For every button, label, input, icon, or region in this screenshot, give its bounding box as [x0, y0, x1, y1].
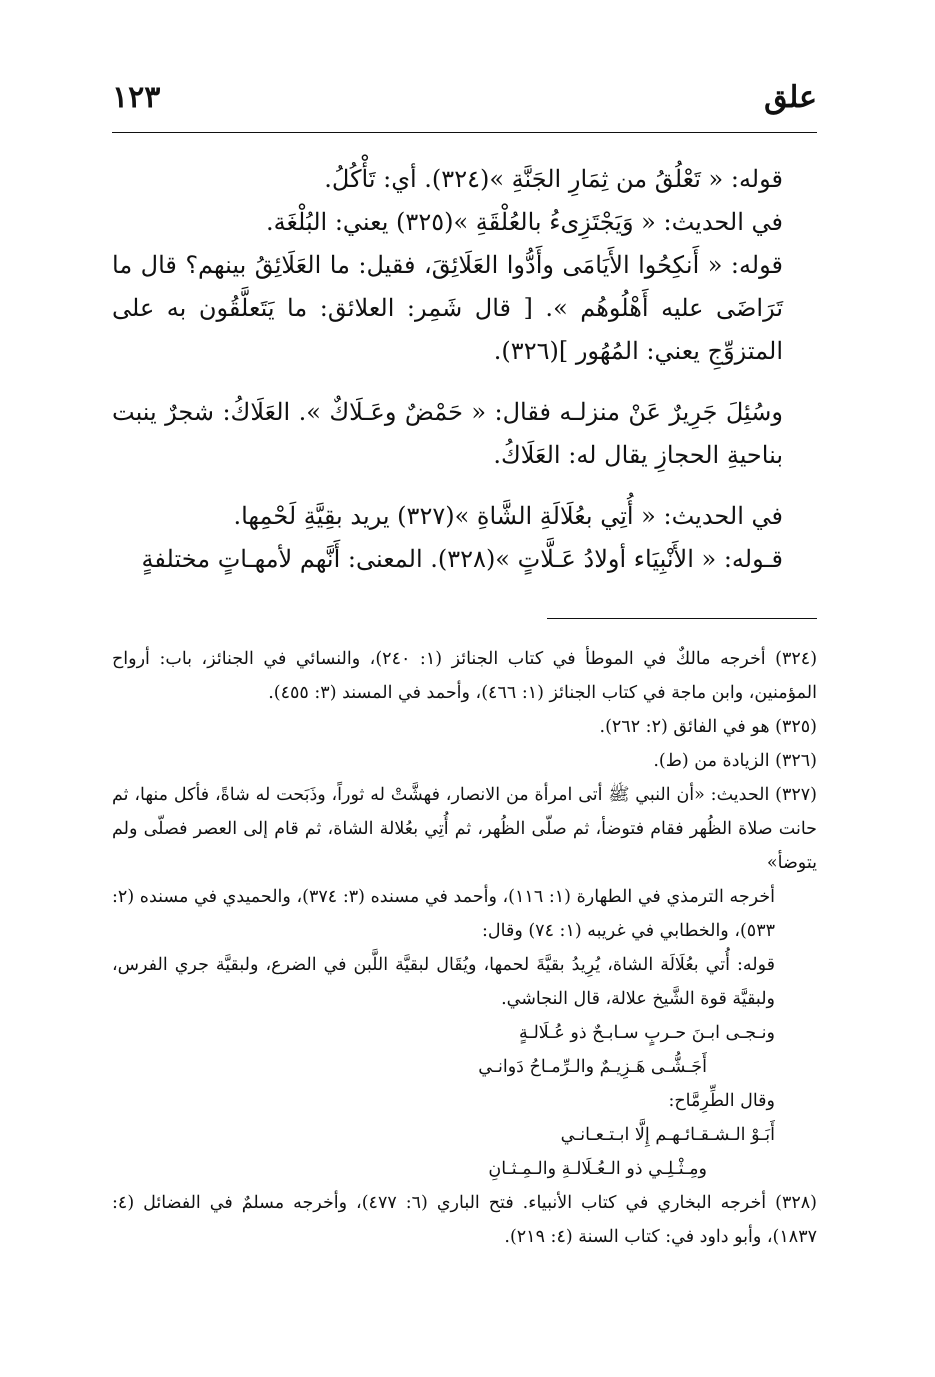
- footnote-327: (٣٢٧) الحديث: «أن النبي ﷺ أتى امرأة من الانصار، فهشَّتْ له ثوراً، وذَبَحت له شاةً، فأكل منها، ثم حانت صلاة الظُهر فقام فتوضأ، ثم صلّى الظُهر، ثم أُتِي بعُلالة الشاة، ثم قام إلى العصر فصلّى ولم يتوضأ»: [112, 785, 817, 873]
- poem-najashi-line-2: أَجَـشُّـى هَـزِيـمٌ والـرِّمـاحُ دَوانـي: [478, 1057, 707, 1077]
- footnote-327-takhrij: أخرجه الترمذي في الطهارة (١: ١١٦)، وأحمد في مسنده (٣: ٣٧٤)، والحميدي في مسنده (٢: ٥٣٣)، والخطابي في غريبه (١: ٧٤) وقال:: [112, 887, 776, 941]
- paragraph-328: قـوله: « الأَنْبِيَاء أولادُ عَـلَّاتٍ »(٣٢٨). المعنى: أَنَّهم لأمهـاتٍ مختلفةٍ: [141, 545, 783, 573]
- footnote-328: (٣٢٨) أخرجه البخاري في كتاب الأنبياء. فتح الباري (٦: ٤٧٧)، وأخرجه مسلمٌ في الفضائل (٤: ١٨٣٧)، وأبو داود في: كتاب السنة (٤: ٢١٩).: [112, 1193, 817, 1247]
- page-header: [112, 80, 817, 130]
- footnote-327-qawl: قوله: أُتي بعُلَالَة الشاة، يُرِيدُ بقيَّةَ لحمها، ويُقَال لبقيَّة اللَّبن في الضرع، ولبقيَّة جري الفرس، ولبقيَّة قوة الشَّيخ علالة، قال النجاشي.: [112, 955, 775, 1009]
- footnote-324: (٣٢٤) أخرجه مالكٌ في الموطأ في كتاب الجنائز (١: ٢٤٠)، والنسائي في الجنائز، باب: أرواح المؤمنين، وابن ماجة في كتاب الجنائز (١: ٤٦٦)، وأحمد في المسند (٣: ٤٥٥).: [112, 649, 818, 703]
- paragraph-327: في الحديث: « أُتِي بعُلَالَةِ الشَّاةِ »(٣٢٧) يريد بقِيَّةِ لَحْمِها.: [233, 502, 783, 530]
- poem-tirimmah-line-2: ومِـثْـلِـي ذو الـعُـلَالـةِ والـمِـثـانِ: [488, 1159, 707, 1179]
- page-number: ١٢٣: [112, 80, 161, 115]
- header-divider: [112, 132, 817, 133]
- footnote-326: (٣٢٦) الزيادة من (ط).: [653, 751, 817, 771]
- footnotes: [112, 642, 817, 1254]
- poem-najashi-line-1: ونـجـى ابـنَ حـربٍ سـابـحٌ ذو عُـلَالـةٍ: [518, 1023, 775, 1043]
- tirimmah-intro: وقال الطِّرِمَّاح:: [668, 1091, 775, 1111]
- footnote-325: (٣٢٥) هو في الفائق (٢: ٢٦٢).: [599, 717, 817, 737]
- main-text: [112, 158, 817, 581]
- poem-tirimmah-line-1: أَبَـوْ الـشـقـائـهـم إِلَّا ابـتـعـانـي: [560, 1125, 775, 1145]
- paragraph-325: في الحديث: « وَيَجْتَزِىءُ بالعُلْقَةِ »(٣٢٥) يعني: البُلْغَة.: [265, 208, 783, 236]
- paragraph-326: قوله: « أَنكِحُوا الأَيَامَى وأَدُّوا العَلَائِقَ، فقيل: ما العَلَائِقُ بينهم؟ قال ما تَرَاضَى عليه أَهْلُوهُم ». [ قال شَمِر: العلائق: ما يَتَعلَّقُون به على المتزوِّجِ يعني: المُهُور ](٣٢٦).: [112, 251, 783, 365]
- paragraph-jarir: وسُئِلَ جَرِيرٌ عَنْ منزلـه فقال: « حَمْضٌ وعَـلَاكٌ ». العَلَاكُ: شجرٌ ينبت بناحيةِ الحجازِ يقال له: العَلَاكُ.: [112, 398, 783, 469]
- footnote-divider: [547, 618, 817, 619]
- paragraph-324: قوله: « تَعْلُقُ من ثِمَارِ الجَنَّةِ »(٣٢٤). أي: تَأْكُلُ.: [324, 165, 783, 193]
- entry-root-title: علق: [764, 80, 817, 115]
